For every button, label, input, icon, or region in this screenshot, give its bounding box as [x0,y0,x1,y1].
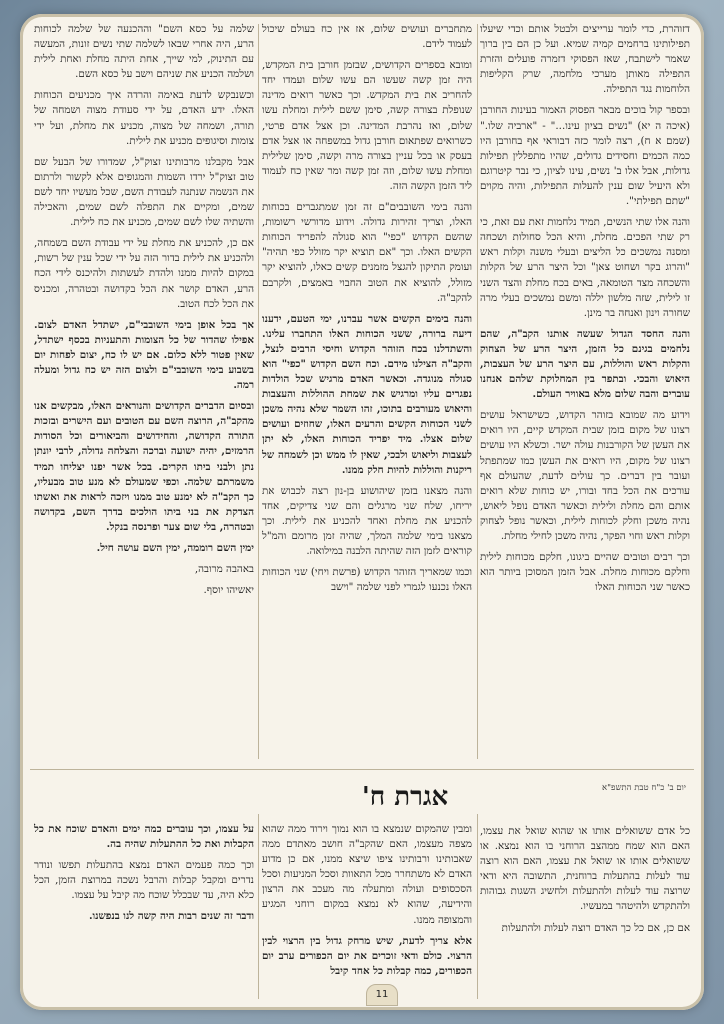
signature-name: יאשיהו יוסף. [203,584,254,597]
paragraph: כל אדם ששואלים אותו או שהוא שואל את עצמו, האם הוא שמח ממהצב הרוחני בו הוא נמצא. או ששואלים אותו או שואל את עצמו, האם הוא רוצה עוד לעלות בהתעלות ברוחנית, התשובה היא ודאי שרוצה עוד לעלות ולהתעלות ולחשיג השגות גבוהות ולהתקדש ולהיטהר במעשיו. [480,825,690,913]
paragraph: וכך כמה פעמים האדם נמצא בהתעלות תפשו ונודר נדרים ומקבל קבלות והרבל נשכה במרוצת הזמן, הכל כלא היה, עד שבכלל שוכח מה קיבל על עצמו. [34,859,254,902]
paragraph: אם כן, אם כל כך האדם רוצה לעלות ולהתעלות [501,921,690,934]
bottom-left-column [34,822,254,1004]
signature-closing: באהבה מרובה, [194,563,254,576]
paragraph: ובספר קול בוכים מבאר הפסוק האמור בעינות החורבן (איכה ה יא) "נשים בציון עינו..." - "ארביה שלו." (שמם א ח), רצה לומר כזה דבוראי אף בחורבן היו כמה הכמים וחסידים גדולים, שהיו מתפללין תפילות גדולות, אבל אלו ב' נשים, עינו לציון, כי נבר קיטרוגם ולא היעיל שום ענין להעלות התפילות, והיה מקוים "שתם תפילתי". [480,104,690,208]
paragraph: אם כן, להכניע את מחלת על ידי עבודת השם בשמחה, ולהכניע את לילית בדור הזה על ידי שכל ענין של רשות, במקום להיות ממנו ולהדת לעשתות ולהיכנס לידי הכח הרע, האדם קושר את הכל בקדושה ובטהרה, ומכניס את הכל לכח הטוב. [34,237,254,310]
paragraph: אלא צריך לדעת, שיש מרחק גדול בין הרצוי לבין הרצוי. כולם ודאי זוכרים את יום הכפורים ערב יום הכפורים, כמה קבלות כל אחד קיבל [262,934,472,977]
bottom-middle-column [262,822,472,1004]
letter-title: אגרת ח' [361,782,449,812]
right-column [480,22,690,757]
document-page [20,14,704,1010]
paragraph: וכמו שמאריך הזוהר הקדוש (פרשת ויחי) שני הכוחות האלו נכנעו לגמרי לפני שלמה "וישב [262,566,472,594]
paragraph: וידוע מה שמובא בזוהר הקדוש, כשישראל עושים רצונו של מקום בזמן שבית המקדש קיים, היו רואים את העשן של הקורבנות עולה ישר. וכשלא היו עושים רצונו של מקום, היו רואים את העשן כמו שמתפתל ועובר בין דברים. כך עולים לדעת, שהעולם אף עורכים את הכל בחד ובורו, יש כוחות שלא רואים אותם והם מחלת ולילית וכאשר האדם נופל ליאוש, נהיה משכן וחלק לכוחות לילית, וכאשר נופל לצחוק וקלות ראש וחוי הפקר, נהיה משכן לחילי מחלת. [480,409,690,542]
paragraph: אבל מקבלנו מרבותינו זצוק"ל, שמדורו של הבעל שם טוב זצוק"ל ירדו השמות והמגופים אלא לקשור ולרתום את הנשמה שנתנה לעבודת השם, שכל מעשיו יחד לשם שמים, ומקיים את התפלה לשם שמים, והאכילה והשתיה שלו לשם שמים, מכניע את כח לילית. [34,155,254,229]
column-divider [477,814,478,999]
paragraph: וכשנבקש לדעת באימה והרדה איך מכניעים הכוחות האלו. ידע האדם, על ידי סעודת מצוה ושמחה של תורה, ושמחה של מצוה, מכניע את מחלת, ועל ידי צומות וסיגופים מכניע את לילית. [34,89,254,147]
paragraph: וכך רבים וטובים שהיים ביגונו, חלקם מכוחות לילית וחלקם מכוחות מחלת. אבל הזמן המסוכן ביותר הוא כאשר שני הכוחות האלו [480,551,690,594]
bottom-right-column [480,824,690,1004]
column-divider [258,24,259,759]
paragraph: דזוהרת, כדי לומר ערייצים ולבטל אותם וכדי שיעלו תפילותינו ברחמים קמיה שמיא. ועל כן הם בין ברוך שאמר לישתבח, שאז הפסוקי דזמרה פועלים והזרת התפילה מאותן מערכי מלחמה, שרק הקליפות הלוחמות נגד התפילה. [480,23,690,96]
middle-column [262,22,472,757]
paragraph: ובסיום הדברים הקדושים והנוראים האלו, מבקשים אנו מהקב"ה, הרוצה השם עם הטובים ועם הישרים ובזכות התורה הקדושה, והחידושים והביאורים וכל הסודות הרמזים, יהיה ישועה וברכה והצלחה גדולה, לרבי יונתן נתן ולבני ביתו הקרים. בכל אשר יפנו יצליחו תמיד משמרתם שלמה. וכפי שמעולם לא מנע טוב מבעליו, כך הקב"ה לא ימנע טוב ממנו ויזכה לראות את ואשתו הצדקת את בני ביתו הולכים בדרך השם, בקדושה ובטהרה, בלי שום צער ופרנסה בנקל. [34,400,254,533]
paragraph: והנה מצאנו בזמן שיהושוע בן-נון רצה לכבוש את יריחו, שלח שני מרגלים והם שני צדיקים, אחד להכניע את מחלת ואחד להכניע את לילית. וכך מצאנו בימי שלמה המלך, שהיה זמן מרומם והמ"ל קוראים לזמן הזה שהיתה הלבנה במילואה. [262,484,472,558]
letter-date: יום ב' כ"ח טבת התשפ"א [601,783,686,793]
paragraph: והנה בימים הקשים אשר עברנו, ימי הטעם, ידענו דיעה ברורה, ששני הכוחות האלו התחברו עלינו. והשתדלנו בכח הזוהר הקדוש וחיסי הרבים לנצל, והקב"ה הצילנו מידם. וכח השם הקדוש "כפי" הוא סגולה מנוגדה. וכאשר האדם מרגיש שכל הולדות נפגרים עליו ומרגיש את שמחת ההוללות והעצבות והיאוש מעורבים בתוכו, זהו השמר שלא נהיה משכן לשני הכוחות הקשים והרעים האלו, שחוזים ועושים שלום אצלו. מיד יפריד הכוחות האלו, לא יתן לעצבות וליאוש ולבכי, שאין לו ממש וכן לשמחה של ריקנות והוללות להיות חלק ממנו. [262,312,472,476]
column-divider [477,24,478,759]
page-number: 11 [366,984,398,1006]
paragraph: ומבין שהמקום שנמצא בו הוא נמוך וירוד ממה שהוא מצפה מעצמו, האם שהקב"ה חושב מאתדם ממה שאבותינו ורבותינו ציפו שיצא ממנו, אם כן מדוע האדם לא משתחרר מכל התאוות וסכל המניעות וסכל הסכסופים ועולה ומתעלה מה מעכב את הרצון והידיעה, שהוא לא נמצא במקום רוחני המגיע והמצופה ממנו. [262,823,472,926]
paragraph: מתחברים ועושים שלום, אז אין כח בעולם שיכול לעמוד לידם. [262,23,472,51]
paragraph: והנה בימי השובבים"ם זה זמן שמתגברים בכוחות האלו, וצריך זהירות גדולה. וידוע מדורשי רשומות, שהשם הקדוש "כפי" הוא סגולה להפריד הכוחות הקשים האלו. וכך "אם תוציא יקר מזולל כפי תהיה" ועומק התיקון להגצל מזמנים קשים כאלו, להוציא יקר מזולל, להוציא את הטוב החבוי באמצים, ולקרבם להקב"ה. [262,201,472,304]
paragraph: ימין השם רוממה, ימין השם עושה חיל. [96,542,254,554]
paragraph: והנה אלו שתי הנשים, תמיד נלחמות זאת עם זאת, כי רק שתי הפכים. מחלת, והיא הכל סחולות ושכחה ומסנה נמשכים כל הליצים ובעלי משנה וקלות ראש "והרוג בקר ושחוט צאן" וכל היצר הרע של הקלות והשכחה מצד הטומאה, באים בכח מחלת והצד השני זו לילית, שזה מלשון יללה ומשם נמשכים בעלי מרה שחורה וינון ואנחה בר מינן. [480,216,690,319]
paragraph: שלמה על כסא השם" וההכנעה של שלמה לכוחות הרע, היה אחרי שבאו לשלמה שתי נשים זונות, המעשה עם התינוק, למי שייך, אחת היתה מחלת ואחת לילית ושלמה הכניע את שניהם וישב על כסא השם. [34,23,254,81]
paragraph: והנה החסד הגדול שעשה אותנו הקב"ה, שהם נלחמים בגינם כל הזמן, היצר הרע של הצחוק והקלות ראש והוללות, עם היצר הרע של העצבות, היאוש והבכי. ובתפר בין המחלוקת שלהם אנחנו עוברים והבה שלום מלא באוויר העולם. [480,327,690,401]
column-divider [258,814,259,999]
paragraph: אך בכל אופן בימי השובבי"ם, ישתדל האדם לצום. אפילו שהדור של כל הצומות והתעניות בכסף ישתדל, שאין פטור ללא כלום. אם יש לו כח, יצום לפחות יום בשבוע בימי השובבי"ם ולצום הזה יש כח גדול ומעלה רמה. [34,318,254,392]
section-divider [30,769,694,770]
paragraph: על עצמו, וכך עוברים כמה ימים והאדם שוכח את כל הקבלות ואת כל ההתעלות שהיה בה. [34,823,254,851]
paragraph: ומובא בספרים הקדושים, שבזמן חורבן בית המקדש, היה זמן קשה שעשו הם עשו שלום ועמדו יחד להחריב את בית המקדש. וכך כאשר רואים מדינה שנופלת בצורה קשה, סימן ששם לילית ומחלת עשו שלום, ואז נהרבת המדינה. וכן אצל אדם פרטי, כשרואים שפתאום חורבן גדול במשפחה או אצל אדם בעסק או בכל עניין בצורה מרה וקשה, סימן שלילית ומחלת עשו שלום, וזה זמן קשה ומר שאין כח לעמוד ליד הזמן הקשה הזה. [262,59,472,192]
left-column [34,22,254,757]
paragraph: ודבר זה שנים רבות היה קשה לנו בנפשנו. [88,910,254,923]
